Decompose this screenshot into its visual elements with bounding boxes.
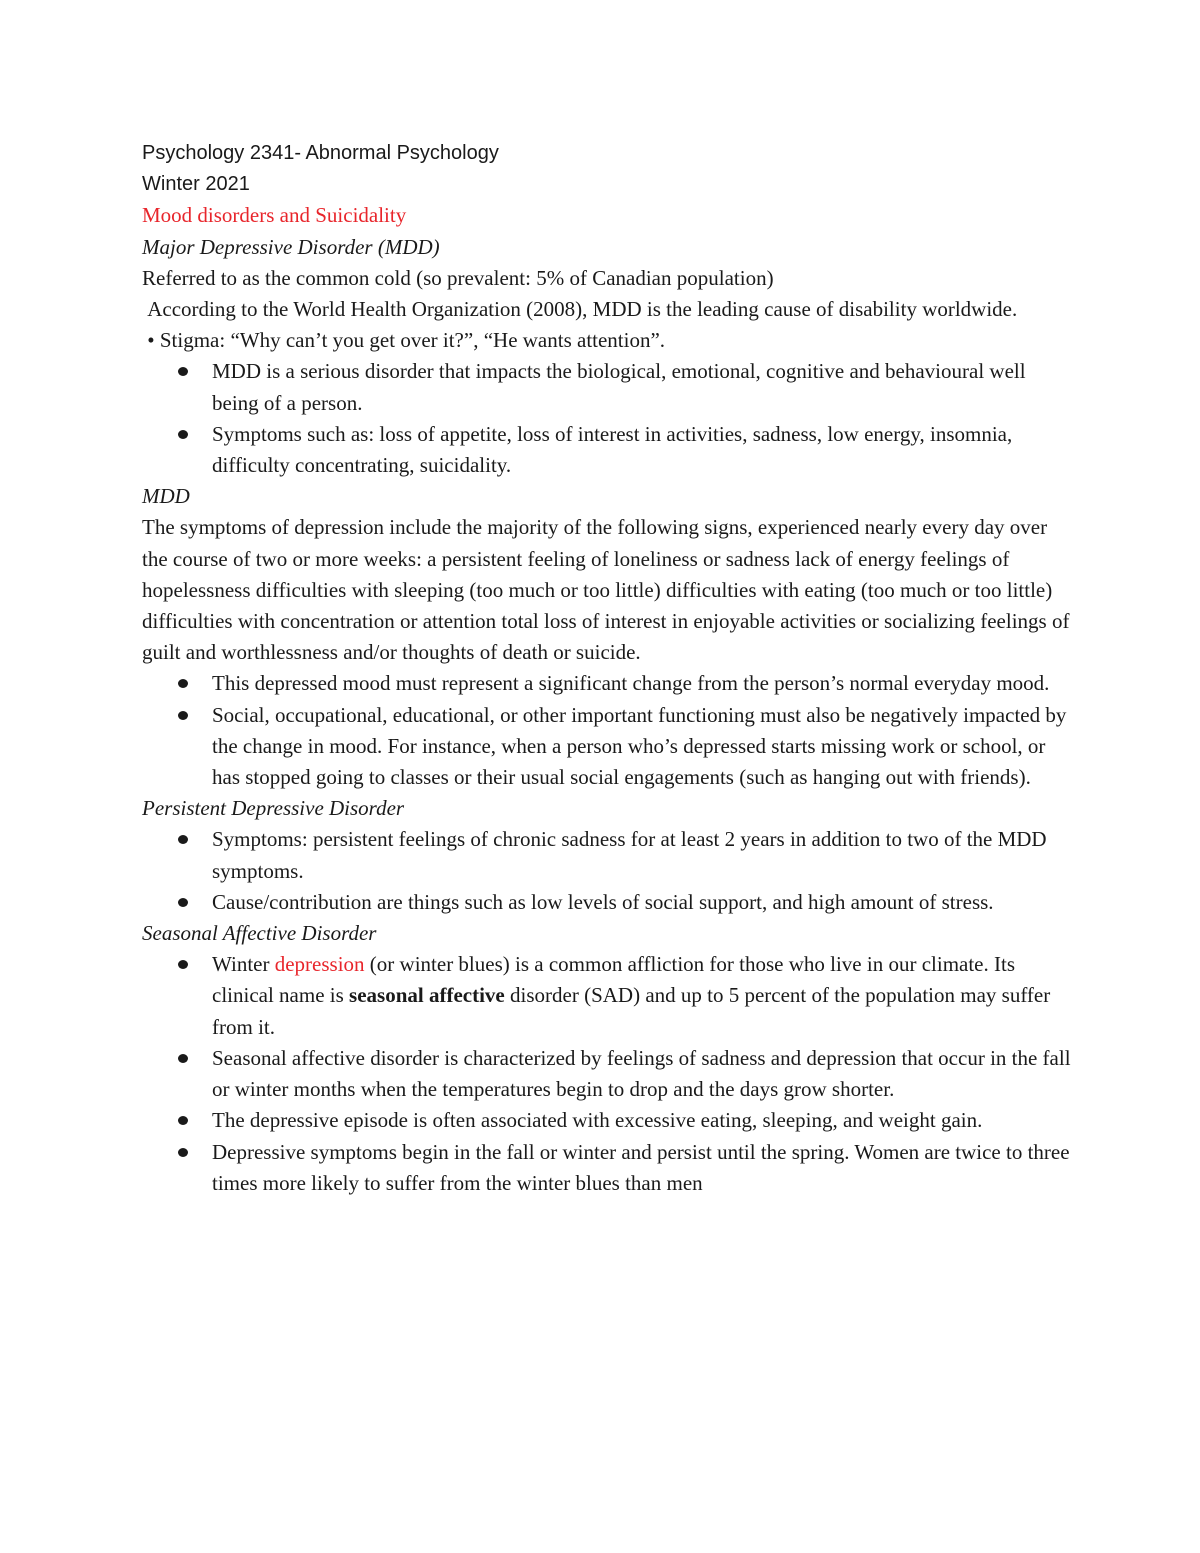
list-item-text: Symptoms: persistent feelings of chronic sadness for at least 2 years in addition to two of the MDD symptoms. (212, 827, 1047, 883)
list-item-text: This depressed mood must represent a significant change from the person’s normal everyday mood. (212, 671, 1050, 696)
list-item-text: The depressive episode is often associated with excessive eating, sleeping, and weight gain. (212, 1108, 983, 1133)
bullet-icon (178, 430, 188, 439)
bullet-icon (178, 835, 188, 844)
list-item (142, 1043, 1072, 1105)
mdd-heading: Major Depressive Disorder (MDD) (142, 234, 440, 259)
pdd-list (142, 824, 1072, 918)
bullet-icon (178, 679, 188, 688)
bullet-icon (178, 1116, 188, 1125)
mdd-line-1: Referred to as the common cold (so prevalent: 5% of Canadian population) (142, 265, 774, 290)
sad-text-part-1: Winter (212, 952, 275, 977)
pdd-heading: Persistent Depressive Disorder (142, 796, 405, 821)
list-item (142, 824, 1072, 886)
mdd-list (142, 668, 1072, 793)
term: Winter 2021 (142, 173, 250, 196)
bullet-icon (178, 960, 188, 969)
list-item (142, 1105, 1072, 1136)
bullet-icon (178, 1148, 188, 1157)
list-item-text: Social, occupational, educational, or other important functioning must also be negatively impacted by the change in mood. For instance, when a person who’s depressed starts missing work or school, or has stopped going to classes or their usual social engagements (such as hanging out with friends). (212, 702, 1067, 790)
document-page (142, 138, 1072, 1199)
list-item-text: Depressive symptoms begin in the fall or winter and persist until the spring. Women are twice to three times more likely to suffer from the winter blues than men (212, 1139, 1070, 1195)
list-item (142, 700, 1072, 794)
list-item-text: Symptoms such as: loss of appetite, loss of interest in activities, sadness, low energy, insomnia, difficulty concentrating, suicidality. (212, 421, 1013, 478)
bullet-icon (178, 1054, 188, 1063)
sad-text-part-3: disorder (SAD) and up to 5 percent of the population may suffer from it. (212, 983, 1056, 1039)
mdd-line-2: According to the World Health Organization (2008), MDD is the leading cause of disability worldwide. (142, 297, 1018, 322)
bullet-icon (178, 711, 188, 720)
list-item (142, 1137, 1072, 1199)
sad-bold-term: seasonal affective (349, 983, 505, 1008)
mdd-subheading: MDD (142, 484, 190, 509)
list-item (142, 668, 1072, 699)
list-item (142, 419, 1072, 481)
sad-heading: Seasonal Affective Disorder (142, 921, 377, 946)
mdd-intro-list (142, 356, 1072, 481)
depression-link[interactable]: depression (274, 952, 365, 977)
mdd-symptoms-paragraph: The symptoms of depression include the majority of the following signs, experienced nearly every day over the course of two or more weeks: a persistent feeling of loneliness or sadness lack of energy feelings of hopelessness difficulties with sleeping (too much or too little) difficulties with eating (too much or too little) difficulties with concentration or attention total loss of interest in enjoyable activities or socializing feelings of guilt and worthlessness and/or thoughts of death or suicide. (142, 515, 1070, 665)
topic-heading: Mood disorders and Suicidality (142, 203, 407, 228)
stigma-line: • Stigma: “Why can’t you get over it?”, “He wants attention”. (142, 328, 666, 353)
list-item (142, 356, 1072, 418)
sad-list (142, 949, 1072, 1199)
bullet-icon (178, 898, 188, 907)
bullet-icon (178, 367, 188, 376)
list-item (142, 949, 1072, 1043)
list-item (142, 887, 1072, 918)
list-item-text: Cause/contribution are things such as low levels of social support, and high amount of stress. (212, 889, 994, 914)
list-item-text: Seasonal affective disorder is characterized by feelings of sadness and depression that occur in the fall or winter months when the temperatures begin to drop and the days grow shorter. (212, 1045, 1071, 1102)
course-title: Psychology 2341- Abnormal Psychology (142, 142, 499, 164)
sad-text-part-2: (or winter blues) is a common affliction for those who live in our climate. Its clinical name is (212, 952, 1021, 1008)
list-item-text: MDD is a serious disorder that impacts the biological, emotional, cognitive and behavioural well being of a person. (212, 359, 1026, 415)
